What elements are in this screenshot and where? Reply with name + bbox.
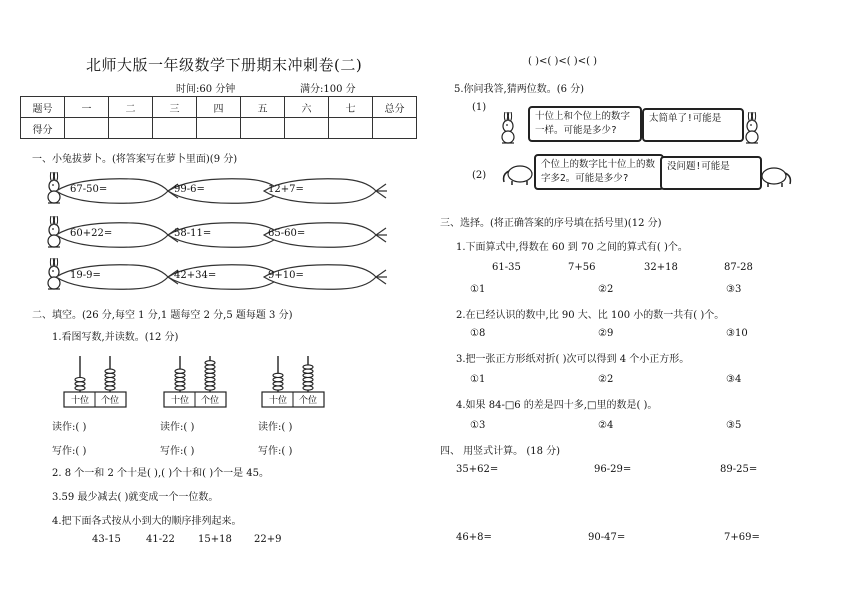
score-entry-cell[interactable]	[241, 118, 285, 139]
score-table-cell: 七	[329, 97, 373, 118]
expression: 22+9	[254, 534, 282, 545]
rabbit-icon	[498, 112, 526, 146]
rabbit-icon	[742, 112, 770, 146]
option[interactable]: ②9	[598, 328, 614, 339]
score-table-cell: 题号	[21, 97, 65, 118]
abacus-bead	[105, 386, 115, 390]
section-1-heading: 一、小兔拔萝卜。(将答案写在萝卜里面)(9 分)	[32, 154, 238, 165]
abacus-bead	[273, 373, 283, 377]
item-number: (1)	[472, 102, 487, 113]
vertical-calc-problem: 90-47=	[588, 532, 626, 543]
score-entry-cell[interactable]	[285, 118, 329, 139]
score-entry-cell[interactable]	[109, 118, 153, 139]
s2-question-5: 5.你问我答,猜两位数。(6 分)	[454, 84, 585, 95]
carrot-expression: 58-11=	[174, 228, 212, 239]
abacus-bead	[273, 378, 283, 382]
option[interactable]: ①1	[470, 374, 486, 385]
abacus-bead	[303, 378, 313, 382]
option[interactable]: ①1	[470, 284, 486, 295]
vertical-calc-problem: 46+8=	[456, 532, 492, 543]
write-as-line: 写作:( )	[258, 446, 293, 457]
bubble-text: 太简单了!可能是	[649, 113, 722, 124]
ones-label: 个位	[100, 396, 120, 406]
vertical-calc-problem: 35+62=	[456, 464, 499, 475]
elephant-icon	[500, 162, 534, 186]
section-4-heading: 四、 用竖式计算。 (18 分)	[440, 446, 561, 457]
abacus-bead	[303, 382, 313, 386]
s2-question-3: 3.59 最少减去( )就变成一个一位数。	[52, 492, 219, 503]
score-table-header-row	[21, 97, 417, 118]
abacus-bead	[273, 386, 283, 390]
abacus-bead	[175, 386, 185, 390]
vertical-calc-problem: 96-29=	[594, 464, 632, 475]
option[interactable]: ②2	[598, 374, 614, 385]
abacus-figure	[260, 352, 330, 410]
abacus-bead	[175, 369, 185, 373]
abacus-bead	[205, 373, 215, 377]
expression: 61-35	[492, 262, 521, 273]
full-score: 满分:100 分	[300, 84, 356, 95]
carrot-expression: 67-50=	[70, 184, 108, 195]
section-2-heading: 二、填空。(26 分,每空 1 分,1 题每空 2 分,5 题每题 3 分)	[32, 310, 293, 321]
ones-label: 个位	[298, 396, 318, 406]
score-entry-cell[interactable]	[153, 118, 197, 139]
carrot-expression: 19-9=	[70, 270, 101, 281]
score-table-cell: 三	[153, 97, 197, 118]
abacus-bead	[205, 382, 215, 386]
s2-question-4: 4.把下面各式按从小到大的顺序排列起来。	[52, 516, 242, 527]
carrot-expression: 9+10=	[268, 270, 304, 281]
carrot-expression: 12+7=	[268, 184, 304, 195]
read-as-line: 读作:( )	[258, 422, 293, 433]
abacus-bead	[75, 378, 85, 382]
tens-label: 十位	[170, 396, 190, 406]
abacus-bead	[75, 386, 85, 390]
option[interactable]: ①3	[470, 420, 486, 431]
abacus-bead	[75, 382, 85, 386]
score-table-cell: 四	[197, 97, 241, 118]
score-table-cell: 五	[241, 97, 285, 118]
s3-question-1: 1.下面算式中,得数在 60 到 70 之间的算式有( )个。	[456, 242, 688, 253]
page-title: 北师大版一年级数学下册期末冲刺卷(二)	[86, 56, 363, 74]
abacus-bead	[175, 382, 185, 386]
carrot-expression: 65-60=	[268, 228, 306, 239]
option[interactable]: ③10	[726, 328, 748, 339]
elephant-icon	[760, 164, 794, 188]
score-table-cell: 一	[65, 97, 109, 118]
abacus-bead	[205, 365, 215, 369]
s2-question-2: 2. 8 个一和 2 个十是( ),( )个十和( )个一是 45。	[52, 468, 270, 479]
score-table-score-row	[21, 118, 417, 139]
read-as-line: 读作:( )	[52, 422, 87, 433]
abacus-bead	[273, 382, 283, 386]
time-limit: 时间:60 分钟	[176, 84, 236, 95]
option[interactable]: ①8	[470, 328, 486, 339]
s3-question-4: 4.如果 84-□6 的差是四十多,□里的数是( )。	[456, 400, 658, 411]
carrot-expression: 99-6=	[174, 184, 205, 195]
speech-bubble: 十位上和个位上的数字一样。可能是多少?	[528, 106, 642, 142]
s2-question-1: 1.看图写数,并读数。(12 分)	[52, 332, 179, 343]
ordering-answer-line: ( )<( )<( )<( )	[528, 56, 598, 67]
abacus-bead	[105, 382, 115, 386]
expression: 32+18	[644, 262, 678, 273]
abacus-bead	[205, 369, 215, 373]
abacus-bead	[303, 386, 313, 390]
expression: 43-15	[92, 534, 121, 545]
expression: 7+56	[568, 262, 596, 273]
write-as-line: 写作:( )	[52, 446, 87, 457]
score-table-cell: 二	[109, 97, 153, 118]
vertical-calc-problem: 7+69=	[724, 532, 760, 543]
score-table	[20, 96, 417, 139]
carrot-expression: 60+22=	[70, 228, 113, 239]
abacus-figure	[162, 352, 232, 410]
abacus-bead	[303, 369, 313, 373]
score-entry-cell[interactable]	[65, 118, 109, 139]
abacus-bead	[175, 373, 185, 377]
abacus-bead	[303, 373, 313, 377]
ones-label: 个位	[200, 396, 220, 406]
section-3-heading: 三、选择。(将正确答案的序号填在括号里)(12 分)	[440, 218, 662, 229]
read-as-line: 读作:( )	[160, 422, 195, 433]
expression: 41-22	[146, 534, 175, 545]
option[interactable]: ③5	[726, 420, 742, 431]
s3-question-3: 3.把一张正方形纸对折( )次可以得到 4 个小正方形。	[456, 354, 690, 365]
score-table-cell: 得分	[21, 118, 65, 139]
score-table-cell: 六	[285, 97, 329, 118]
option[interactable]: ③4	[726, 374, 742, 385]
abacus-bead	[205, 361, 215, 365]
speech-bubble	[642, 108, 744, 142]
expression: 15+18	[198, 534, 232, 545]
abacus-bead	[105, 378, 115, 382]
s3-question-2: 2.在已经认识的数中,比 90 大、比 100 小的数一共有( )个。	[456, 310, 725, 321]
speech-bubble	[660, 156, 762, 190]
score-entry-cell[interactable]	[329, 118, 373, 139]
abacus-bead	[205, 386, 215, 390]
bubble-text: 没问题!可能是	[667, 161, 730, 172]
abacus-bead	[175, 378, 185, 382]
abacus-bead	[105, 373, 115, 377]
item-number: (2)	[472, 170, 487, 181]
option[interactable]: ③3	[726, 284, 742, 295]
abacus-bead	[303, 365, 313, 369]
tens-label: 十位	[268, 396, 288, 406]
speech-bubble: 个位上的数字比十位上的数字多2。可能是多少?	[534, 154, 664, 190]
tens-label: 十位	[70, 396, 90, 406]
score-table-cell: 总分	[373, 97, 417, 118]
option[interactable]: ②2	[598, 284, 614, 295]
score-entry-cell[interactable]	[197, 118, 241, 139]
carrot-expression: 42+34=	[174, 270, 217, 281]
abacus-figure	[62, 352, 132, 410]
write-as-line: 写作:( )	[160, 446, 195, 457]
option[interactable]: ②4	[598, 420, 614, 431]
abacus-bead	[105, 369, 115, 373]
expression: 87-28	[724, 262, 753, 273]
vertical-calc-problem: 89-25=	[720, 464, 758, 475]
abacus-bead	[205, 378, 215, 382]
score-entry-cell[interactable]	[373, 118, 417, 139]
